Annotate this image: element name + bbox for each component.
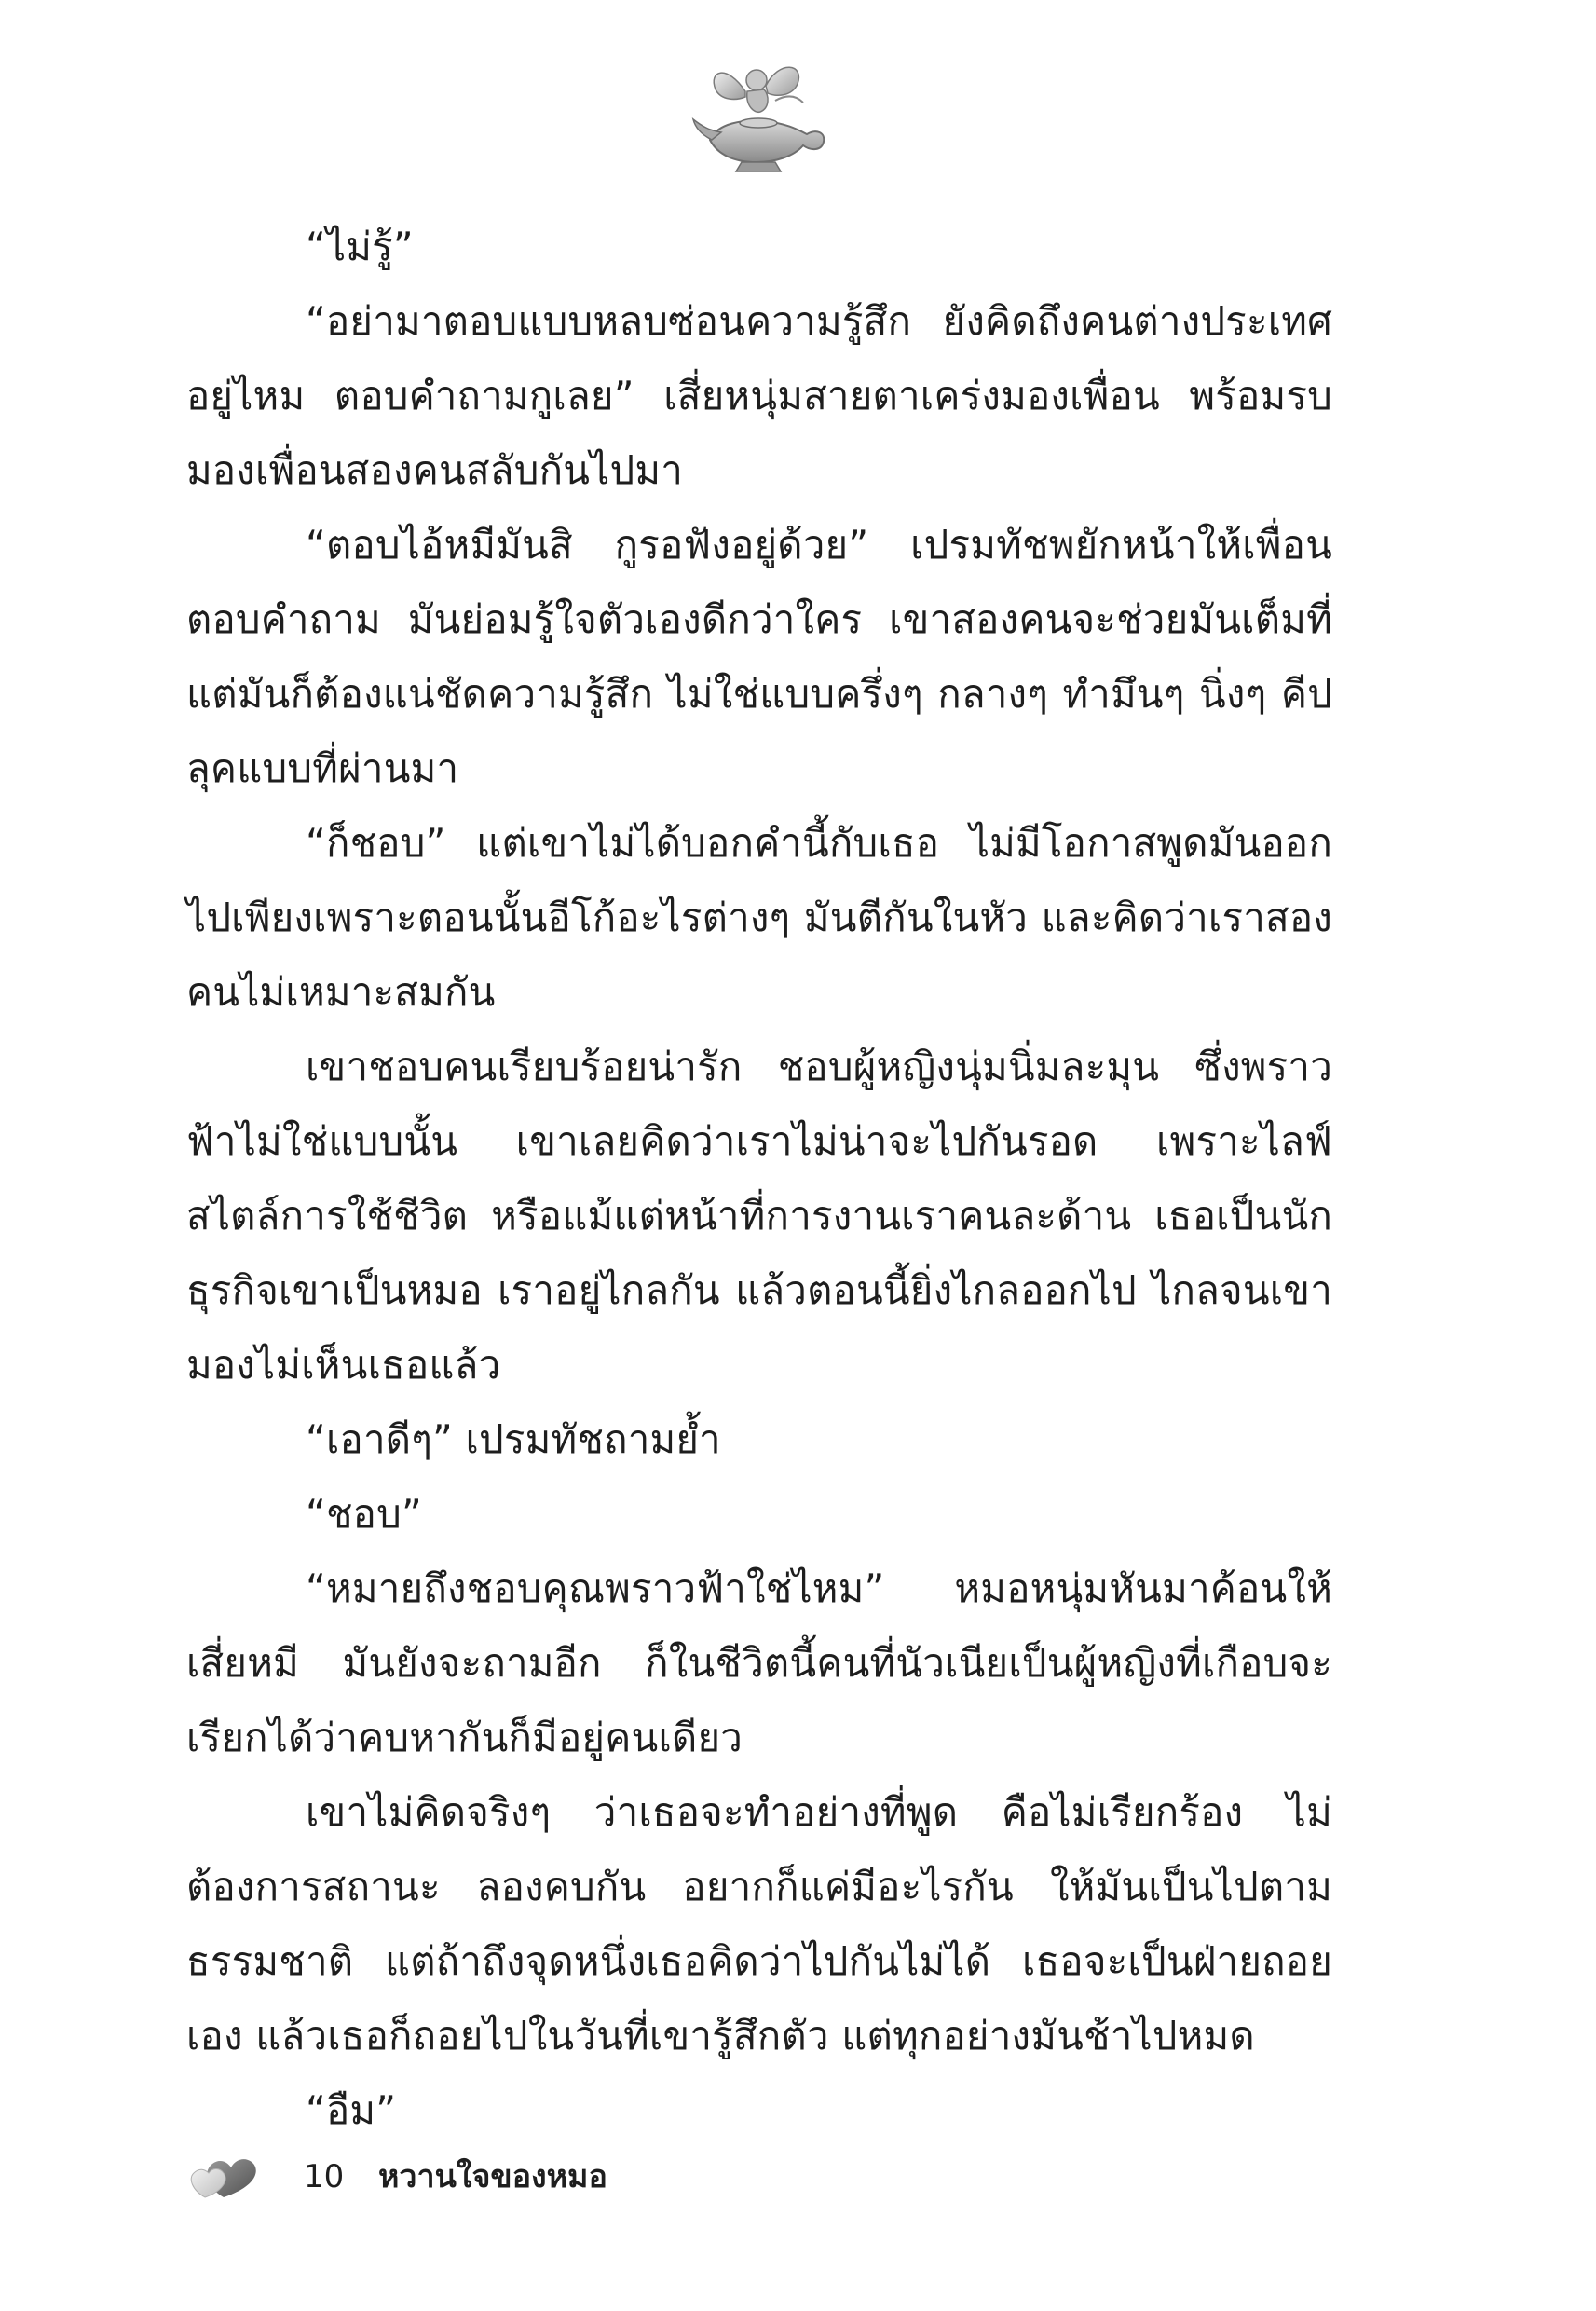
genie-lamp-cupid-icon [689,54,829,175]
paragraph-10: “อืม” [306,2087,397,2133]
paragraph-3: “ตอบไอ้หมีมันสิ กูรอฟังอยู่ด้วย” เปรมทัชพยักหน้าให้เพื่อนตอบคำถาม มันย่อมรู้ใจตัวเองดีกว่าใคร เขาสองคนจะช่วยมันเต็มที่แต่มันก็ต้องแน่ชัดความรู้สึก ไม่ใช่แบบครึ่งๆ กลางๆ ทำมึนๆ นิ่งๆ คีปลุคแบบที่ผ่านมา [186,522,1332,791]
hearts-icon [186,2151,261,2203]
paragraph-2: “อย่ามาตอบแบบหลบซ่อนความรู้สึก ยังคิดถึงคนต่างประเทศอยู่ไหม ตอบคำถามกูเลย” เสี่ยหนุ่มสายตาเคร่งมองเพื่อน พร้อมรบมองเพื่อนสองคนสลับกันไปมา [186,298,1332,493]
paragraph-6: “เอาดีๆ” เปรมทัชถามย้ำ [306,1416,721,1462]
paragraph-4: “ก็ชอบ” แต่เขาไม่ได้บอกคำนี้กับเธอ ไม่มีโอกาสพูดมันออกไปเพียงเพราะตอนนั้นอีโก้อะไรต่างๆ มันตีกันในหัว และคิดว่าเราสองคนไม่เหมาะสมกัน [186,820,1332,1015]
paragraph-5: เขาชอบคนเรียบร้อยน่ารัก ชอบผู้หญิงนุ่มนิ่มละมุน ซึ่งพราวฟ้าไม่ใช่แบบนั้น เขาเลยคิดว่าเราไม่น่าจะไปกันรอด เพราะไลฟ์สไตล์การใช้ชีวิต หรือแม้แต่หน้าที่การงานเราคนละด้าน เธอเป็นนักธุรกิจเขาเป็นหมอ เราอยู่ไกลกัน แล้วตอนนี้ยิ่งไกลออกไป ไกลจนเขามองไม่เห็นเธอแล้ว [186,1044,1332,1388]
paragraph-7: “ชอบ” [306,1491,422,1537]
page-footer [186,2151,1025,2207]
story-body [186,210,1332,2148]
page-number: 10 [304,2158,345,2195]
paragraph-9: เขาไม่คิดจริงๆ ว่าเธอจะทำอย่างที่พูด คือไม่เรียกร้อง ไม่ต้องการสถานะ ลองคบกัน อยากก็แค่มีอะไรกัน ให้มันเป็นไปตามธรรมชาติ แต่ถ้าถึงจุดหนึ่งเธอคิดว่าไปกันไม่ได้ เธอจะเป็นฝ่ายถอยเอง แล้วเธอก็ถอยไปในวันที่เขารู้สึกตัว แต่ทุกอย่างมันช้าไปหมด [186,1789,1332,2058]
book-title: หวานใจของหมอ [378,2158,607,2195]
paragraph-8: “หมายถึงชอบคุณพราวฟ้าใช่ไหม” หมอหนุ่มหันมาค้อนให้เสี่ยหมี มันยังจะถามอีก ก็ในชีวิตนี้คนที่นัวเนียเป็นผู้หญิงที่เกือบจะเรียกได้ว่าคบหากันก็มีอยู่คนเดียว [186,1566,1332,1760]
paragraph-1: “ไม่รู้” [306,224,414,269]
